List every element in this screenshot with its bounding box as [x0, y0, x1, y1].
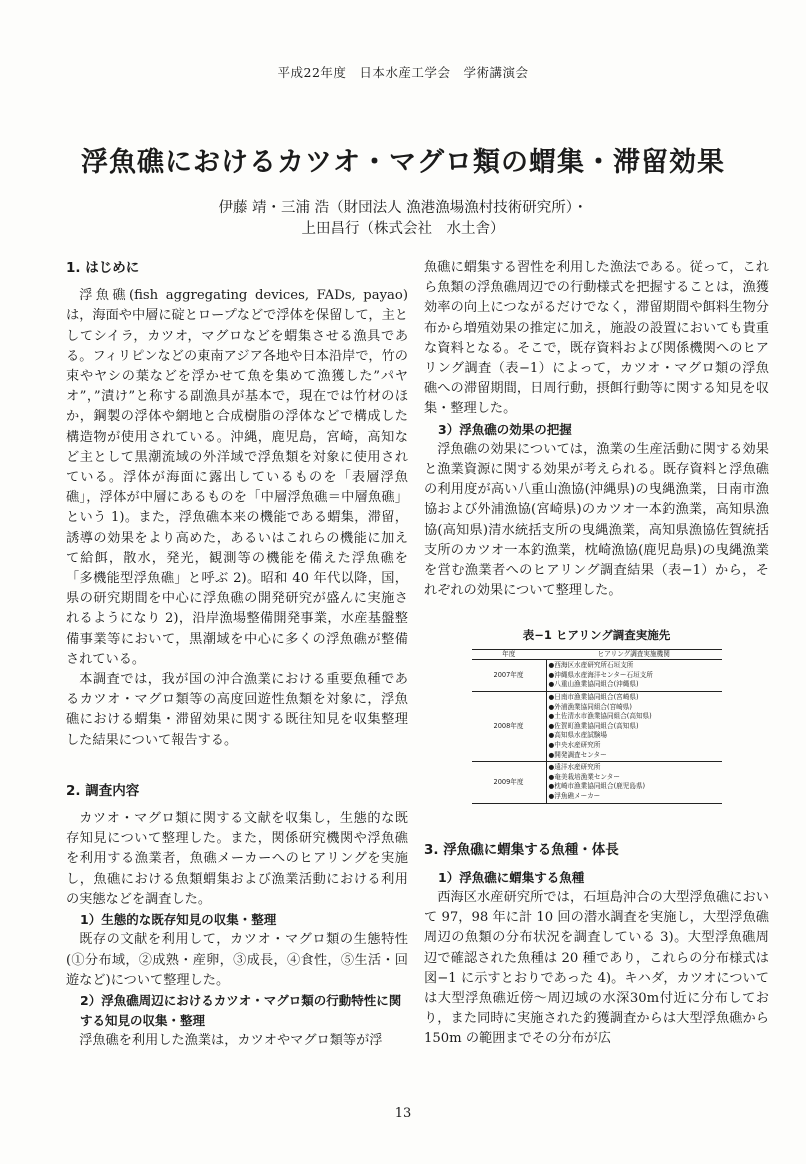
- institution-item: ●佐賀町漁業協同組合(高知県): [548, 721, 639, 730]
- table-header-year: 年度: [472, 649, 547, 660]
- institution-item: ●枕崎市漁業協同組合(鹿児島県): [548, 782, 646, 791]
- left-column: [66, 258, 408, 1052]
- table-cell-institutions: [546, 692, 722, 762]
- authors-line-2: 上田昌行（株式会社 水土舎）: [301, 221, 505, 237]
- section-2-paragraph-4: 浮魚礁の効果については，漁業の生産活動に関する効果と漁業資源に関する効果が考えられる。既存資料と浮魚礁の利用度が高い八重山漁協(沖縄県)の曳縄漁業，日南市漁協および外浦漁協(宮崎県)のカツオ一本釣漁業，高知県漁協(高知県)清水統括支所の曳縄漁業，高知県漁協佐賀統括支所のカツオ一本釣漁業，枕崎漁協(鹿児島県)の曳縄漁業を営む漁業者へのヒアリング調査結果（表−1）から，それぞれの効果について整理した。: [424, 441, 769, 599]
- table-cell-institutions: [546, 660, 722, 692]
- institution-item: ●遠洋水産研究所: [548, 763, 601, 772]
- institution-item: ●外浦漁業協同組合(宮崎県): [548, 702, 632, 711]
- table-cell-year: 2009年度: [472, 762, 547, 803]
- section-3-paragraph-1: 西海区水産研究所では，石垣島沖合の大型浮魚礁において 97，98 年に計 10 回の潜水調査を実施し，大型浮魚礁周辺の魚類の分布状況を調査している 3)。大型浮魚礁周辺で確認された魚種は 20 種であり，これらの分布様式は図−1 に示すとおりであった 4)。キハダ，カツオについては大型浮魚礁近傍〜周辺域の水深30m付近に分布しており，また同時に実施された釣獲調査からは大型浮魚礁から 150m の範囲までその分布が広: [424, 889, 769, 1047]
- institution-item: ●八重山漁業協同組合(沖縄県): [548, 680, 639, 689]
- section-2-paragraph-2: 既存の文献を利用して，カツオ・マグロ類の生態特性 (①分布域，②成熟・産卵，③成長，④食性，⑤生活・回遊など)について整理した。: [66, 932, 408, 988]
- table-header-institution: ヒアリング調査実施機関: [546, 649, 722, 660]
- authors: [0, 198, 806, 240]
- authors-line-1: 伊藤 靖・三浦 浩（財団法人 漁港漁場漁村技術研究所）・: [218, 200, 588, 216]
- table-row: [472, 660, 722, 692]
- institution-item: ●日南市漁業協同組合(宮崎県): [548, 693, 639, 702]
- institution-item: ●奄美栽培漁業センター: [548, 772, 620, 781]
- section-2-subheading-2: 2）浮魚礁周辺におけるカツオ・マグロ類の行動特性に関する知見の収集・整理: [80, 992, 402, 1029]
- institution-item: ●土佐清水市漁業協同組合(高知県): [548, 712, 652, 721]
- paper-title: 浮魚礁におけるカツオ・マグロ類の蝟集・滞留効果: [81, 147, 725, 178]
- institution-item: ●西海区水産研究所石垣支所: [548, 661, 634, 670]
- section-2-subheading-1: 1）生態的な既存知見の収集・整理: [80, 912, 277, 928]
- table-row: [472, 762, 722, 803]
- institution-item: ●開発調査センター: [548, 750, 607, 759]
- section-3-heading: 3. 浮魚礁に蝟集する魚種・体長: [424, 841, 619, 858]
- conference-header: 平成22年度 日本水産工学会 学術講演会: [277, 65, 529, 80]
- institution-item: ●高知県水産試験場: [548, 731, 608, 740]
- table-1: [472, 625, 722, 803]
- institution-item: ●中央水産研究所: [548, 741, 601, 749]
- table-cell-year: 2007年度: [472, 660, 547, 692]
- continued-paragraph: 魚礁に蝟集する習性を利用した漁法である。従って，これら魚類の浮魚礁周辺での行動様式を把握することは，漁獲効率の向上につながるだけでなく，滞留期間や餌料生物分布から増殖効果の推定に加え，施設の設置においても貴重な資料となる。そこで，既存資料および関係機関へのヒアリング調査（表−1）によって，カツオ・マグロ類の浮魚礁への滞留期間，日周行動，摂餌行動等に関する知見を収集・整理した。: [424, 260, 769, 417]
- section-2-paragraph-1: カツオ・マグロ類に関する文献を収集し，生態的な既存知見について整理した。また，関係研究機関や浮魚礁を利用する漁業者，魚礁メーカーへのヒアリングを実施し，魚礁における魚類蝟集および漁業活動における利用の実態などを調査した。: [66, 811, 408, 907]
- section-3-subheading-1: 1）浮魚礁に蝟集する魚種: [438, 869, 585, 885]
- table-cell-institutions: [546, 762, 722, 803]
- section-2-subheading-3: 3）浮魚礁の効果の把握: [438, 421, 572, 437]
- institution-item: ●沖縄県水産海洋センター石垣支所: [548, 670, 653, 679]
- page-number: 13: [394, 1106, 412, 1121]
- table-caption: 表−1 ヒアリング調査実施先: [522, 628, 671, 643]
- hearing-table: [472, 649, 722, 804]
- section-2-heading: 2. 調査内容: [66, 782, 140, 799]
- institution-item: ●浮魚礁メーカー: [548, 791, 601, 800]
- table-cell-year: 2008年度: [472, 692, 547, 762]
- section-1-paragraph-1: 浮魚礁(fish aggregating devices, FADs, payao)は，海面や中層に碇とロープなどで浮体を保留して，主としてシイラ，カツオ，マグロなどを蝟集させる漁具である。フィリピンなどの東南アジア各地や日本沿岸で，竹の束やヤシの葉などを浮かせて魚を集めて漁獲した”パヤオ”，”漬け”と称する副漁具が基本で，現在では竹材のほか，鋼製の浮体や網地と合成樹脂の浮体などで構成した構造物が使用されている。沖縄，鹿児島，宮崎，高知など主として黒潮流域の外洋域で浮魚類を対象に使用されている。浮体が海面に露出しているものを「表層浮魚礁」，浮体が中層にあるものを「中層浮魚礁＝中層魚礁」という 1)。また，浮魚礁本来の機能である蝟集，滞留，誘導の効果をより高めた，あるいはこれらの機能に加えて給餌，散水，発光，観測等の機能を備えた浮魚礁を「多機能型浮魚礁」と呼ぶ 2)。昭和 40 年代以降，国，県の研究期間を中心に浮魚礁の開発研究が盛んに実施されるようになり 2)，沿岸漁場整備開発事業，水産基盤整備事業等において，黒潮域を中心に多くの浮魚礁が整備されている。: [66, 288, 408, 667]
- section-1-paragraph-2: 本調査では，我が国の沖合漁業における重要魚種であるカツオ・マグロ類等の高度回遊性魚類を対象に，浮魚礁における蝟集・滞留効果に関する既往知見を収集整理した結果について報告する。: [66, 672, 408, 748]
- section-2-paragraph-3: 浮魚礁を利用した漁業は，カツオやマグロ類等が浮: [79, 1033, 383, 1049]
- right-column: [424, 258, 769, 1050]
- section-1-heading: 1. はじめに: [66, 260, 140, 276]
- table-row: [472, 692, 722, 762]
